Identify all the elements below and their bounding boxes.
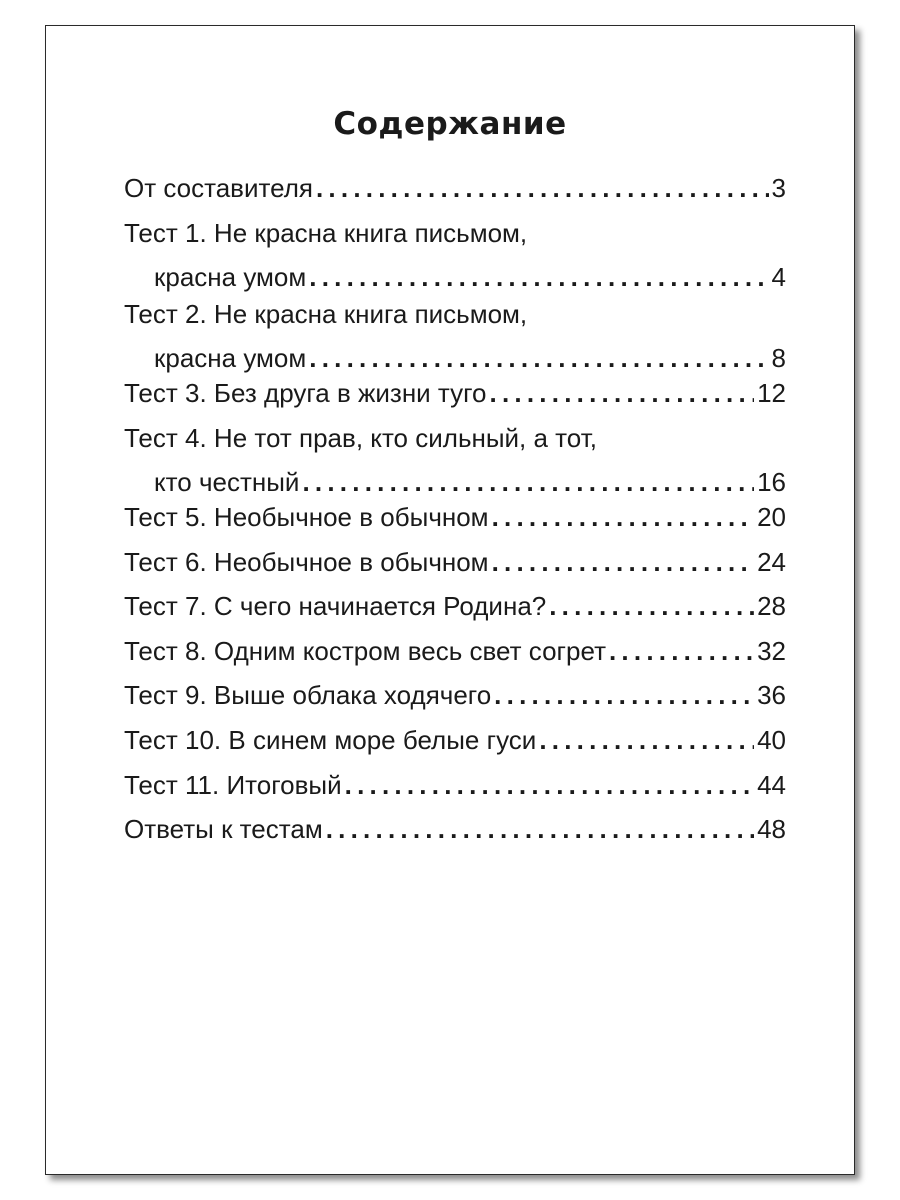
toc-page-number: 44: [757, 770, 786, 800]
book-page: [45, 25, 855, 1175]
dot-leader: [490, 371, 755, 415]
toc-entry-title-continuation: красна умом: [154, 343, 307, 373]
dot-leader: [494, 673, 754, 717]
dot-leader: [316, 166, 769, 210]
dot-leader: [492, 495, 755, 539]
toc-page-number: 28: [757, 591, 786, 621]
toc-entry[interactable]: [124, 371, 786, 415]
toc-entry-title: Тест 10. В синем море белые гуси: [124, 725, 537, 755]
toc-entry[interactable]: [124, 673, 786, 717]
toc-entry-title: Тест 2. Не красна книга письмом,: [124, 299, 528, 329]
dot-leader: [492, 540, 755, 584]
toc-entry-title: Тест 11. Итоговый: [124, 770, 342, 800]
dot-leader: [609, 629, 754, 673]
toc-page-number: 16: [757, 467, 786, 497]
toc-page-number: 40: [757, 725, 786, 755]
toc-entry-title: От составителя: [124, 173, 313, 203]
toc-entry-title: Тест 3. Без друга в жизни туго: [124, 378, 487, 408]
toc-entry-title: Ответы к тестам: [124, 814, 323, 844]
toc-entry[interactable]: [124, 211, 786, 299]
toc-page-number: 32: [757, 636, 786, 666]
toc-page-number: 4: [771, 262, 786, 292]
dot-leader: [326, 807, 754, 851]
toc-entry[interactable]: [124, 495, 786, 539]
toc-entry-title: Тест 9. Выше облака ходячего: [124, 680, 492, 710]
toc-entry[interactable]: [124, 540, 786, 584]
toc-entry-title: Тест 4. Не тот прав, кто сильный, а тот,: [124, 423, 597, 453]
toc-entry-title: Тест 5. Необычное в обычном: [124, 502, 489, 532]
toc-entry[interactable]: [124, 629, 786, 673]
toc-entry-title: Тест 8. Одним костром весь свет согрет: [124, 636, 606, 666]
toc-entry[interactable]: [124, 166, 786, 210]
toc-page-number: 36: [757, 680, 786, 710]
toc-entry[interactable]: [124, 807, 786, 851]
dot-leader: [345, 763, 754, 807]
toc-entry-title: Тест 1. Не красна книга письмом,: [124, 218, 528, 248]
toc-entry-title-continuation: красна умом: [154, 262, 307, 292]
toc-page-number: 8: [771, 343, 786, 373]
toc-page-number: 20: [757, 502, 786, 532]
toc-entry[interactable]: [124, 584, 786, 628]
dot-leader: [539, 718, 754, 762]
dot-leader: [549, 584, 754, 628]
toc-page-number: 24: [757, 547, 786, 577]
toc-page-number: 48: [757, 814, 786, 844]
page-title: Содержание: [333, 106, 567, 142]
toc-entry[interactable]: [124, 416, 786, 504]
toc-entry[interactable]: [124, 763, 786, 807]
toc-entry-title: Тест 6. Необычное в обычном: [124, 547, 489, 577]
toc-entry[interactable]: [124, 292, 786, 380]
toc-page-number: 3: [771, 173, 786, 203]
toc-entry-title-continuation: кто честный: [154, 467, 300, 497]
toc-entry[interactable]: [124, 718, 786, 762]
toc-entry-title: Тест 7. С чего начинается Родина?: [124, 591, 547, 621]
toc-page-number: 12: [757, 378, 786, 408]
